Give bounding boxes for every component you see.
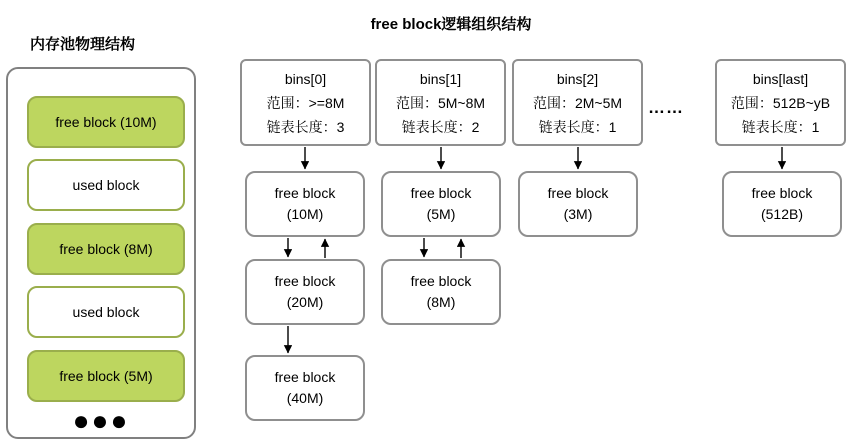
memory-pool-block: free block (10M) bbox=[27, 96, 185, 148]
bin-header-1 bbox=[375, 59, 506, 146]
memory-pool-block: free block (8M) bbox=[27, 223, 185, 275]
bin-header-last bbox=[715, 59, 846, 146]
free-block-size: (8M) bbox=[426, 294, 456, 310]
bin-length: 链表长度：2 bbox=[401, 119, 480, 135]
memory-pool-container bbox=[6, 67, 196, 439]
page-title-left: 内存池物理结构 bbox=[30, 36, 136, 53]
bin-name: bins[0] bbox=[284, 71, 327, 87]
bin-name: bins[2] bbox=[556, 71, 599, 87]
memory-pool-block: free block (5M) bbox=[27, 350, 185, 402]
free-block-node bbox=[245, 355, 365, 421]
memory-pool-block: used block bbox=[27, 286, 185, 338]
free-block-size: (20M) bbox=[286, 294, 324, 310]
page-title-right: free block逻辑组织结构 bbox=[370, 16, 532, 33]
free-block-title: free block bbox=[751, 185, 813, 201]
free-block-size: (5M) bbox=[426, 206, 456, 222]
free-block-size: (512B) bbox=[760, 206, 804, 222]
bins-ellipsis: …… bbox=[648, 98, 684, 117]
free-block-node bbox=[381, 259, 501, 325]
free-block-title: free block bbox=[274, 273, 336, 289]
bin-header-2 bbox=[512, 59, 643, 146]
free-block-node bbox=[722, 171, 842, 237]
free-block-node bbox=[518, 171, 638, 237]
free-block-size: (40M) bbox=[286, 390, 324, 406]
free-block-title: free block bbox=[547, 185, 609, 201]
bin-length: 链表长度：1 bbox=[741, 119, 820, 135]
free-block-title: free block bbox=[410, 185, 472, 201]
memory-pool-ellipsis: ●●● bbox=[72, 405, 130, 436]
bin-range: 范围：2M~5M bbox=[532, 95, 623, 111]
bin-range: 范围：5M~8M bbox=[395, 95, 486, 111]
free-block-node bbox=[381, 171, 501, 237]
free-block-size: (10M) bbox=[286, 206, 324, 222]
free-block-title: free block bbox=[274, 185, 336, 201]
memory-pool-block: used block bbox=[27, 159, 185, 211]
free-block-size: (3M) bbox=[563, 206, 593, 222]
free-block-title: free block bbox=[274, 369, 336, 385]
free-block-node bbox=[245, 259, 365, 325]
free-block-node bbox=[245, 171, 365, 237]
bin-name: bins[last] bbox=[752, 71, 809, 87]
bin-length: 链表长度：1 bbox=[538, 119, 617, 135]
bin-length: 链表长度：3 bbox=[266, 119, 345, 135]
bin-header-0 bbox=[240, 59, 371, 146]
free-block-title: free block bbox=[410, 273, 472, 289]
bin-name: bins[1] bbox=[419, 71, 462, 87]
bin-range: 范围：>=8M bbox=[266, 95, 345, 111]
bin-range: 范围：512B~yB bbox=[730, 95, 831, 111]
